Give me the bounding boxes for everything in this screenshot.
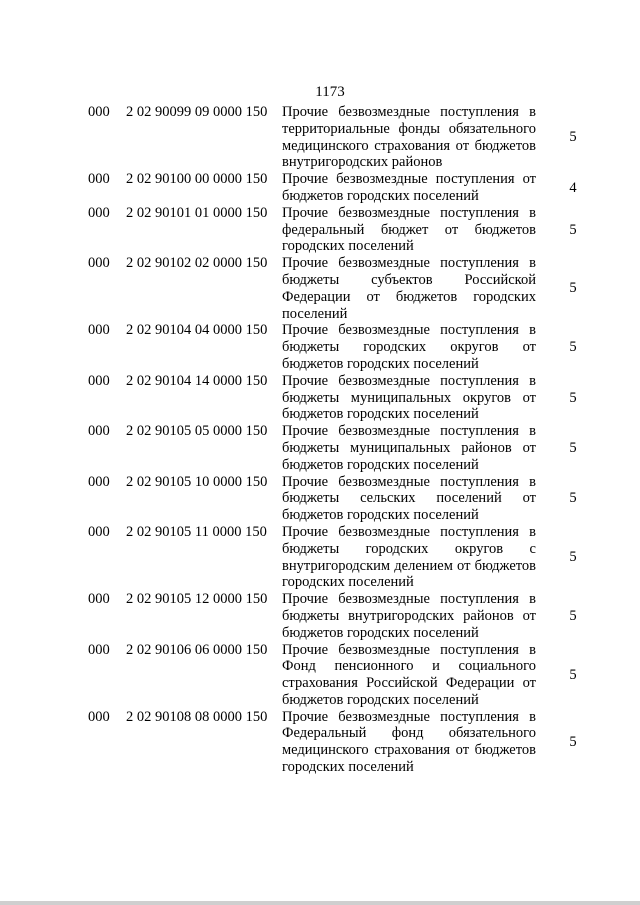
table-row <box>0 322 640 372</box>
norm-value: 4 <box>569 179 577 196</box>
revenue-description: Прочие безвозмездные поступления в бюджеты внутригородских районов от бюджетов городских поселений <box>282 591 536 641</box>
table-row <box>0 255 640 322</box>
budget-classification-code: 2 02 90101 01 0000 150 <box>126 204 268 221</box>
budget-classification-code: 2 02 90106 06 0000 150 <box>126 641 268 658</box>
table-row <box>0 171 640 205</box>
admin-code: 000 <box>88 423 110 440</box>
revenue-description: Прочие безвозмездные поступления в территориальные фонды обязательного медицинского страхования от бюджетов внутригородских районов <box>282 104 536 171</box>
scan-bottom-edge <box>0 901 640 905</box>
budget-classification-code: 2 02 90105 11 0000 150 <box>126 523 267 540</box>
admin-code: 000 <box>88 372 110 389</box>
admin-code: 000 <box>88 104 110 120</box>
admin-code: 000 <box>88 255 110 272</box>
page-number: 1173 <box>315 84 345 100</box>
table-row <box>0 524 640 591</box>
revenue-description: Прочие безвозмездные поступления от бюджетов городских поселений <box>282 171 536 204</box>
budget-classification-code: 2 02 90105 05 0000 150 <box>126 423 268 440</box>
revenue-description: Прочие безвозмездные поступления в бюджеты сельских поселений от бюджетов городских поселений <box>282 473 536 524</box>
admin-code: 000 <box>88 171 110 188</box>
budget-classification-code: 2 02 90105 10 0000 150 <box>126 473 268 490</box>
norm-value: 5 <box>569 339 577 356</box>
table-row <box>0 423 640 473</box>
admin-code: 000 <box>88 473 110 490</box>
norm-value: 5 <box>569 733 577 750</box>
table-row <box>0 591 640 641</box>
revenue-description: Прочие безвозмездные поступления в Фонд пенсионного и социального страхования Российской Федерации от бюджетов городских поселений <box>282 641 536 708</box>
admin-code: 000 <box>88 523 110 540</box>
revenue-description: Прочие безвозмездные поступления в бюджеты муниципальных округов от бюджетов городских поселений <box>282 372 536 423</box>
revenue-codes-table <box>0 104 640 776</box>
budget-classification-code: 2 02 90102 02 0000 150 <box>126 255 268 272</box>
norm-value: 5 <box>569 549 577 566</box>
admin-code: 000 <box>88 641 110 658</box>
norm-value: 5 <box>569 439 577 456</box>
revenue-description: Прочие безвозмездные поступления в федеральный бюджет от бюджетов городских поселений <box>282 204 536 255</box>
table-row <box>0 474 640 524</box>
admin-code: 000 <box>88 591 110 608</box>
norm-value: 5 <box>569 280 577 297</box>
revenue-description: Прочие безвозмездные поступления в бюджеты городских округов с внутригородским делением от бюджетов городских поселений <box>282 523 536 591</box>
norm-value: 5 <box>569 389 577 406</box>
table-row <box>0 709 640 776</box>
revenue-description: Прочие безвозмездные поступления в бюджеты городских округов от бюджетов городских поселений <box>282 322 536 372</box>
norm-value: 5 <box>569 666 577 683</box>
norm-value: 5 <box>569 607 577 624</box>
norm-value: 5 <box>569 221 577 238</box>
revenue-description: Прочие безвозмездные поступления в бюджеты субъектов Российской Федерации от бюджетов городских поселений <box>282 255 536 322</box>
norm-value: 5 <box>569 129 577 146</box>
revenue-description: Прочие безвозмездные поступления в бюджеты муниципальных районов от бюджетов городских поселений <box>282 423 536 473</box>
budget-classification-code: 2 02 90104 04 0000 150 <box>126 322 268 339</box>
admin-code: 000 <box>88 204 110 221</box>
budget-classification-code: 2 02 90104 14 0000 150 <box>126 372 268 389</box>
admin-code: 000 <box>88 708 110 725</box>
budget-classification-code: 2 02 90108 08 0000 150 <box>126 708 268 725</box>
budget-classification-code: 2 02 90100 00 0000 150 <box>126 171 268 188</box>
norm-value: 5 <box>569 490 577 507</box>
table-row <box>0 642 640 709</box>
budget-classification-code: 2 02 90099 09 0000 150 <box>126 104 268 120</box>
table-row <box>0 373 640 423</box>
admin-code: 000 <box>88 322 110 339</box>
revenue-description: Прочие безвозмездные поступления в Федеральный фонд обязательного медицинского страхования от бюджетов городских поселений <box>282 708 536 776</box>
table-row <box>0 104 640 171</box>
table-row <box>0 205 640 255</box>
budget-classification-code: 2 02 90105 12 0000 150 <box>126 591 268 608</box>
